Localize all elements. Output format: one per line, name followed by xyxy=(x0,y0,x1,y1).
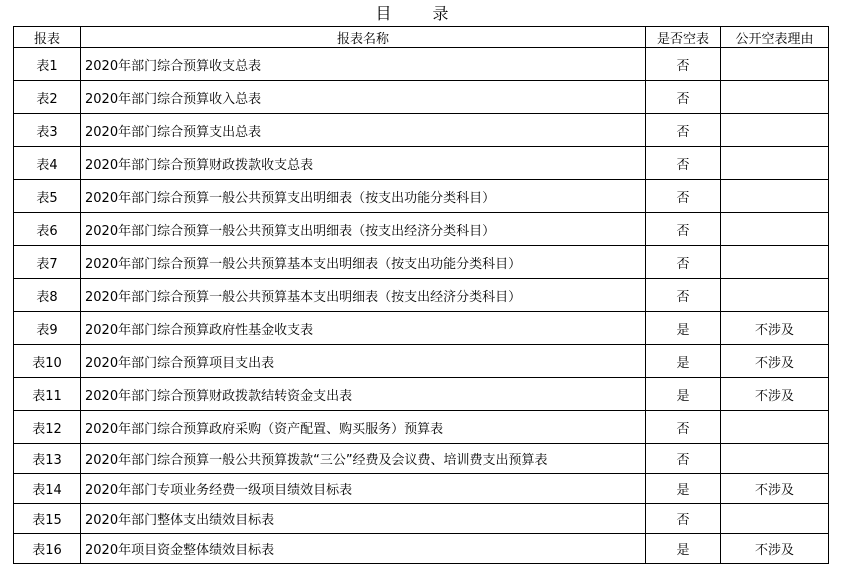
row-empty-flag: 否 xyxy=(646,147,721,180)
row-code: 表1 xyxy=(14,48,81,81)
row-empty-flag: 否 xyxy=(646,114,721,147)
row-name: 2020年部门综合预算收支总表 xyxy=(81,48,646,81)
row-reason xyxy=(721,246,829,279)
row-empty-flag: 否 xyxy=(646,504,721,534)
row-reason xyxy=(721,114,829,147)
row-empty-flag: 否 xyxy=(646,444,721,474)
row-empty-flag: 否 xyxy=(646,180,721,213)
table-row xyxy=(14,474,829,504)
row-empty-flag: 是 xyxy=(646,378,721,411)
table-row xyxy=(14,411,829,444)
row-name: 2020年部门综合预算一般公共预算支出明细表（按支出经济分类科目） xyxy=(81,213,646,246)
row-empty-flag: 否 xyxy=(646,279,721,312)
row-name: 2020年部门综合预算收入总表 xyxy=(81,81,646,114)
row-code: 表14 xyxy=(14,474,81,504)
table-row xyxy=(14,279,829,312)
row-name: 2020年部门专项业务经费一级项目绩效目标表 xyxy=(81,474,646,504)
row-name: 2020年部门综合预算支出总表 xyxy=(81,114,646,147)
row-name: 2020年部门综合预算财政拨款收支总表 xyxy=(81,147,646,180)
row-reason xyxy=(721,213,829,246)
header-empty: 是否空表 xyxy=(646,27,721,48)
table-row xyxy=(14,534,829,564)
table-row xyxy=(14,444,829,474)
row-name: 2020年部门综合预算政府采购（资产配置、购买服务）预算表 xyxy=(81,411,646,444)
row-code: 表5 xyxy=(14,180,81,213)
table-row xyxy=(14,345,829,378)
table-row xyxy=(14,48,829,81)
row-name: 2020年部门综合预算项目支出表 xyxy=(81,345,646,378)
header-name: 报表名称 xyxy=(81,27,646,48)
row-empty-flag: 否 xyxy=(646,81,721,114)
row-empty-flag: 否 xyxy=(646,213,721,246)
row-empty-flag: 是 xyxy=(646,474,721,504)
row-code: 表16 xyxy=(14,534,81,564)
row-code: 表4 xyxy=(14,147,81,180)
row-name: 2020年部门综合预算财政拨款结转资金支出表 xyxy=(81,378,646,411)
table-row xyxy=(14,180,829,213)
row-empty-flag: 是 xyxy=(646,312,721,345)
row-reason xyxy=(721,444,829,474)
row-code: 表15 xyxy=(14,504,81,534)
row-reason: 不涉及 xyxy=(721,378,829,411)
page-title: 目 录 xyxy=(375,4,467,23)
header-reason: 公开空表理由 xyxy=(721,27,829,48)
row-name: 2020年部门综合预算一般公共预算基本支出明细表（按支出经济分类科目） xyxy=(81,279,646,312)
row-name: 2020年部门综合预算政府性基金收支表 xyxy=(81,312,646,345)
row-code: 表11 xyxy=(14,378,81,411)
row-code: 表8 xyxy=(14,279,81,312)
row-name: 2020年部门综合预算一般公共预算基本支出明细表（按支出功能分类科目） xyxy=(81,246,646,279)
row-code: 表12 xyxy=(14,411,81,444)
table-row xyxy=(14,246,829,279)
row-code: 表2 xyxy=(14,81,81,114)
table-row xyxy=(14,213,829,246)
report-index-table xyxy=(13,26,829,564)
row-name: 2020年部门整体支出绩效目标表 xyxy=(81,504,646,534)
table-row xyxy=(14,378,829,411)
header-row xyxy=(14,27,829,48)
table-row xyxy=(14,114,829,147)
row-reason xyxy=(721,180,829,213)
table-row xyxy=(14,147,829,180)
row-code: 表6 xyxy=(14,213,81,246)
row-reason: 不涉及 xyxy=(721,534,829,564)
header-code: 报表 xyxy=(14,27,81,48)
row-code: 表10 xyxy=(14,345,81,378)
table-row xyxy=(14,312,829,345)
row-reason xyxy=(721,81,829,114)
row-reason: 不涉及 xyxy=(721,345,829,378)
row-empty-flag: 否 xyxy=(646,246,721,279)
row-code: 表3 xyxy=(14,114,81,147)
row-reason xyxy=(721,504,829,534)
row-empty-flag: 否 xyxy=(646,411,721,444)
table-row xyxy=(14,81,829,114)
row-reason: 不涉及 xyxy=(721,312,829,345)
table-row xyxy=(14,504,829,534)
row-reason xyxy=(721,411,829,444)
row-reason: 不涉及 xyxy=(721,474,829,504)
row-code: 表13 xyxy=(14,444,81,474)
row-reason xyxy=(721,147,829,180)
row-code: 表9 xyxy=(14,312,81,345)
row-name: 2020年部门综合预算一般公共预算支出明细表（按支出功能分类科目） xyxy=(81,180,646,213)
row-reason xyxy=(721,279,829,312)
row-empty-flag: 否 xyxy=(646,48,721,81)
row-name: 2020年部门综合预算一般公共预算拨款“三公”经费及会议费、培训费支出预算表 xyxy=(81,444,646,474)
row-code: 表7 xyxy=(14,246,81,279)
row-empty-flag: 是 xyxy=(646,534,721,564)
row-reason xyxy=(721,48,829,81)
row-name: 2020年项目资金整体绩效目标表 xyxy=(81,534,646,564)
row-empty-flag: 是 xyxy=(646,345,721,378)
